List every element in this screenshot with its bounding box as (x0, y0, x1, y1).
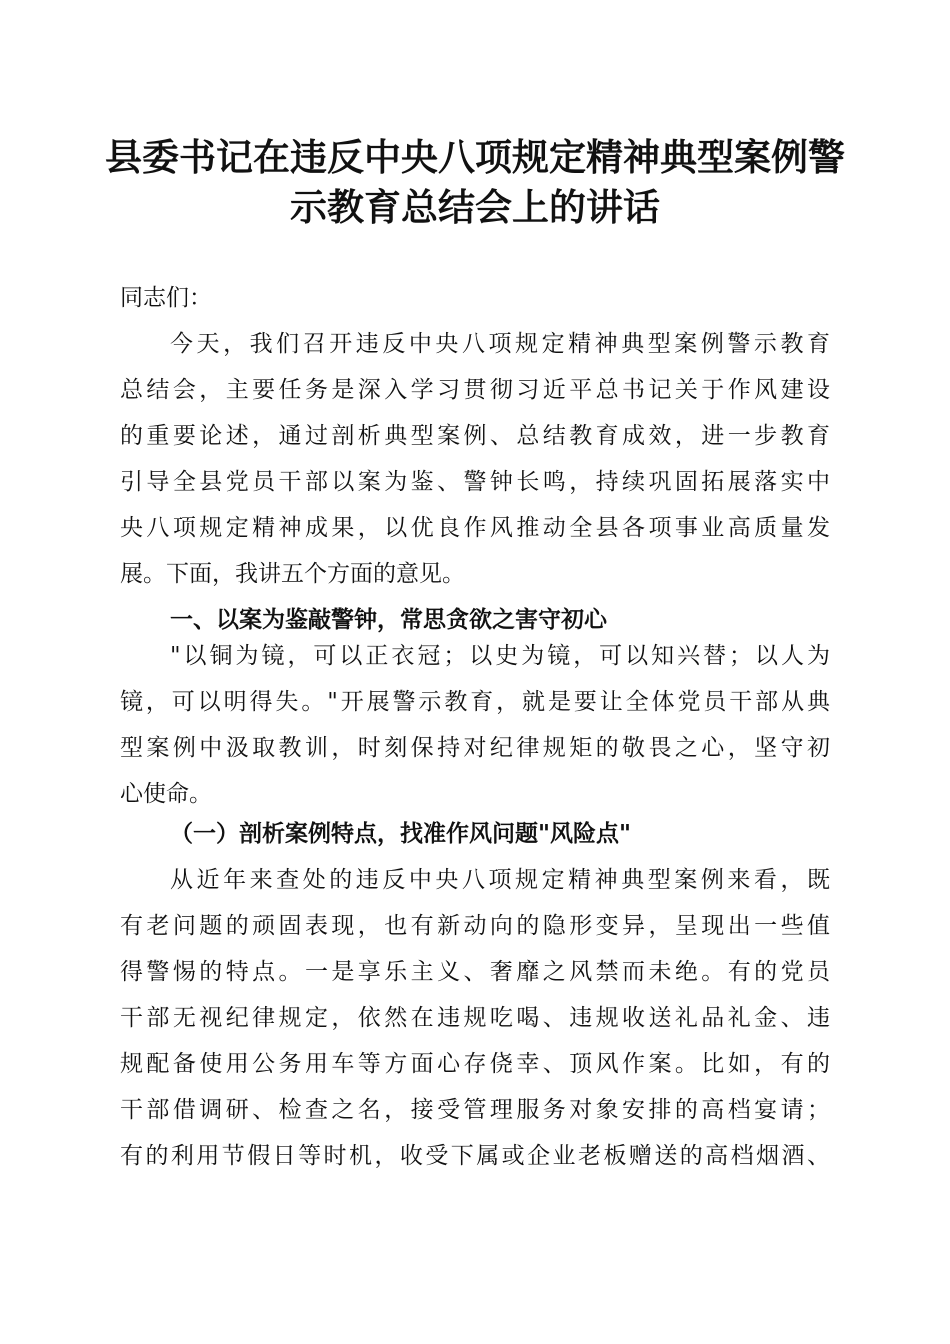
paragraph-line: 有老问题的顽固表现，也有新动向的隐形变异，呈现出一些值 (120, 913, 830, 939)
salutation (120, 275, 830, 321)
document-title-line-1: 县委书记在违反中央八项规定精神典型案例警 (105, 135, 845, 179)
section-1-heading: 一、以案为鉴敲警钟，常思贪欲之害守初心 (170, 607, 607, 633)
paragraph-3 (120, 857, 830, 1179)
paragraph-line: "以铜为镜，可以正衣冠；以史为镜，可以知兴替；以人为 (170, 643, 830, 669)
paragraph-line: 央八项规定精神成果，以优良作风推动全县各项事业高质量发 (120, 515, 830, 541)
paragraph-line: 有的利用节假日等时机，收受下属或企业老板赠送的高档烟酒、 (120, 1143, 830, 1169)
salutation-text: 同志们： (120, 285, 212, 311)
paragraph-2 (120, 633, 830, 817)
paragraph-line: 干部无视纪律规定，依然在违规吃喝、违规收送礼品礼金、违 (120, 1005, 830, 1031)
document-title-line-2: 示教育总结会上的讲话 (290, 185, 660, 229)
paragraph-line: 引导全县党员干部以案为鉴、警钟长鸣，持续巩固拓展落实中 (120, 469, 830, 495)
paragraph-line: 的重要论述，通过剖析典型案例、总结教育成效，进一步教育 (120, 423, 830, 449)
paragraph-line: 规配备使用公务用车等方面心存侥幸、顶风作案。比如，有的 (120, 1051, 830, 1077)
subsection-1-heading: （一）剖析案例特点，找准作风问题"风险点" (170, 820, 631, 847)
paragraph-line: 心使命。 (120, 781, 212, 807)
paragraph-line: 型案例中汲取教训，时刻保持对纪律规矩的敬畏之心，坚守初 (120, 735, 830, 761)
paragraph-line: 干部借调研、检查之名，接受管理服务对象安排的高档宴请； (120, 1097, 830, 1123)
paragraph-line: 镜，可以明得失。"开展警示教育，就是要让全体党员干部从典 (120, 689, 830, 715)
paragraph-1 (120, 321, 830, 597)
paragraph-line: 今天，我们召开违反中央八项规定精神典型案例警示教育 (170, 331, 830, 357)
paragraph-line: 总结会，主要任务是深入学习贯彻习近平总书记关于作风建设 (120, 377, 830, 403)
paragraph-line: 展。下面，我讲五个方面的意见。 (120, 561, 465, 587)
paragraph-line: 得警惕的特点。一是享乐主义、奢靡之风禁而未绝。有的党员 (120, 959, 830, 985)
paragraph-line: 从近年来查处的违反中央八项规定精神典型案例来看，既 (170, 867, 830, 893)
